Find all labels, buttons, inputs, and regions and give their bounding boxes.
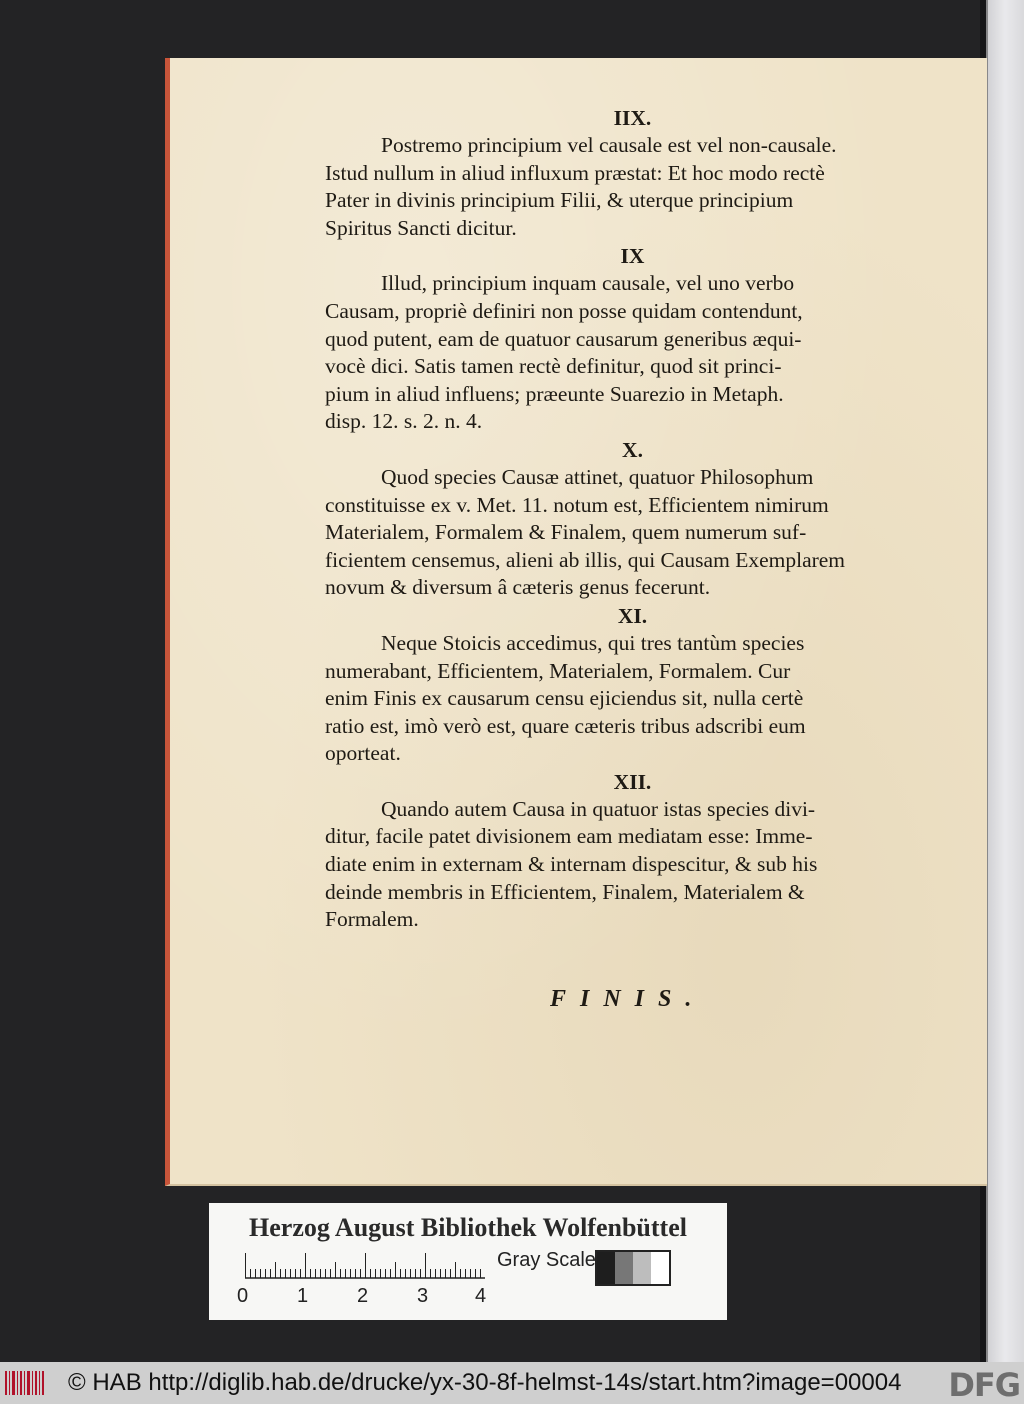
text-line: Materialem, Formalem & Finalem, quem numerum suf- <box>325 520 807 545</box>
text-line: disp. 12. s. 2. n. 4. <box>325 409 483 434</box>
gray-swatch <box>633 1252 651 1284</box>
section-paragraph <box>325 270 940 436</box>
text-line: novum & diversum â cæteris genus fecerunt. <box>325 575 711 600</box>
ruler-number: 2 <box>357 1285 369 1307</box>
library-label-card <box>209 1203 727 1320</box>
text-line: ditur, facile patet divisionem eam mediatam esse: Imme- <box>325 824 813 849</box>
text-line: Spiritus Sancti dicitur. <box>325 215 517 240</box>
section-11 <box>325 602 940 768</box>
section-paragraph <box>325 630 940 768</box>
section-paragraph <box>325 796 940 934</box>
gray-swatch <box>597 1252 615 1284</box>
section-10 <box>325 436 940 602</box>
text-line: Causam, propriè definiri non posse quidam contendunt, <box>325 298 803 323</box>
text-line: diate enim in externam & internam dispescitur, & sub his <box>325 852 818 877</box>
finis-text: FINIS. <box>550 986 706 1012</box>
dfg-logo: DFG <box>948 1366 1020 1404</box>
gray-swatch <box>651 1252 669 1284</box>
text-line: Postremo principium vel causale est vel non-causale. <box>381 133 837 157</box>
text-line: Neque Stoicis accedimus, qui tres tantùm species <box>381 630 805 655</box>
text-line: Pater in divinis principium Filii, & uterque principium <box>325 188 794 213</box>
barcode-icon <box>4 1368 46 1398</box>
section-12 <box>325 768 940 934</box>
text-line: Formalem. <box>325 907 419 932</box>
ruler-number: 0 <box>237 1285 249 1307</box>
ruler-number: 4 <box>475 1285 487 1307</box>
section-heading: X. <box>622 437 643 462</box>
section-heading: XI. <box>617 603 648 628</box>
gray-scale-label: Gray Scale <box>497 1249 596 1271</box>
section-heading: XII. <box>613 769 652 794</box>
copyright-url-text: © HAB http://diglib.hab.de/drucke/yx-30-8f-helmst-14s/start.htm?image=00004 <box>68 1369 902 1396</box>
text-line: enim Finis ex causarum censu ejiciendus sit, nulla certè <box>325 686 804 711</box>
section-heading: IX <box>620 244 645 269</box>
text-line: Quando autem Causa in quatuor istas species divi- <box>381 796 816 821</box>
text-line: quod putent, eam de quatuor causarum generibus æqui- <box>325 326 802 351</box>
text-line: Istud nullum in aliud influxum præstat: Et hoc modo rectè <box>325 160 825 185</box>
text-line: vocè dici. Satis tamen rectè definitur, quod sit princi- <box>325 354 782 379</box>
text-line: numerabant, Efficientem, Materialem, Formalem. Cur <box>325 658 791 683</box>
section-paragraph <box>325 132 940 242</box>
ruler-scale-icon <box>245 1253 485 1279</box>
section-heading: IIX. <box>613 106 652 130</box>
text-line: oporteat. <box>325 741 401 766</box>
ruler-numbers <box>237 1285 497 1309</box>
text-line: Quod species Causæ attinet, quatuor Philosophum <box>381 464 814 489</box>
footer-bar <box>0 1362 1024 1404</box>
text-line: ficientem censemus, alieni ab illis, qui Causam Exemplarem <box>325 547 846 572</box>
text-line: constituisse ex v. Met. 11. notum est, Efficientem nimirum <box>325 492 829 517</box>
text-line: pium in aliud influens; præeunte Suarezio in Metaph. <box>325 381 784 406</box>
ruler-number: 1 <box>297 1285 309 1307</box>
text-line: Illud, principium inquam causale, vel uno verbo <box>381 271 795 296</box>
page-text <box>325 104 940 934</box>
text-line: ratio est, imò verò est, quare cæteris tribus adscribi eum <box>325 713 806 738</box>
section-8 <box>325 104 940 242</box>
section-9 <box>325 242 940 436</box>
section-paragraph <box>325 464 940 602</box>
book-page <box>165 58 987 1186</box>
gray-swatch <box>615 1252 633 1284</box>
library-title: Herzog August Bibliothek Wolfenbüttel <box>249 1213 687 1242</box>
adjacent-page-edge <box>986 0 1024 1362</box>
ruler-number: 3 <box>417 1285 429 1307</box>
text-line: deinde membris in Efficientem, Finalem, Materialem & <box>325 879 805 904</box>
gray-scale-swatches <box>595 1250 671 1286</box>
